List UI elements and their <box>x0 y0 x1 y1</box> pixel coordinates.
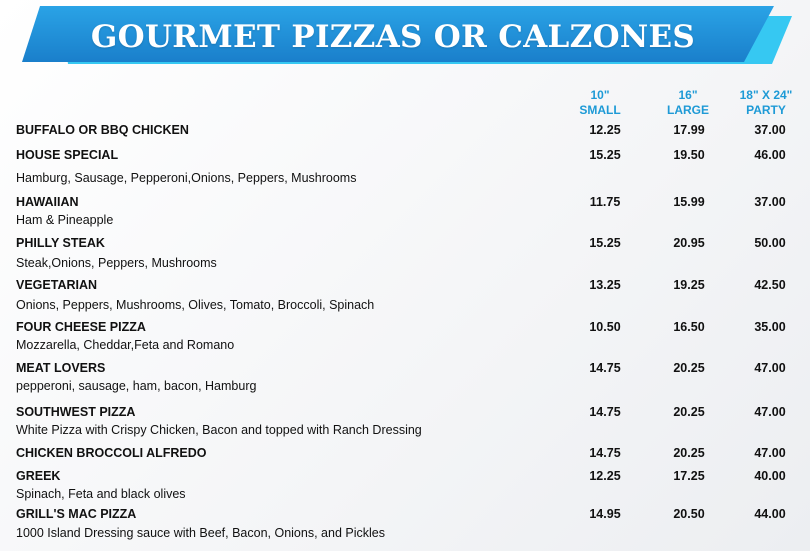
item-name: SOUTHWEST PIZZA <box>16 405 136 419</box>
item-name: VEGETARIAN <box>16 278 98 292</box>
price-small: 11.75 <box>589 195 621 209</box>
price-small: 13.25 <box>589 278 621 292</box>
item-description: White Pizza with Crispy Chicken, Bacon and topped with Ranch Dressing <box>16 423 422 437</box>
price-small: 10.50 <box>589 320 621 334</box>
price-party: 37.00 <box>754 195 786 209</box>
price-large: 19.25 <box>673 278 705 292</box>
column-headers <box>0 88 810 118</box>
price-small: 14.75 <box>589 405 621 419</box>
item-name: GREEK <box>16 469 61 483</box>
price-party: 47.00 <box>754 446 786 460</box>
column-header-small <box>560 88 640 117</box>
price-party: 47.00 <box>754 361 786 375</box>
item-description: Steak,Onions, Peppers, Mushrooms <box>16 256 217 270</box>
column-label: LARGE <box>667 102 709 117</box>
price-large: 20.25 <box>673 405 705 419</box>
item-description: Spinach, Feta and black olives <box>16 487 186 501</box>
price-small: 15.25 <box>589 236 621 250</box>
item-name: PHILLY STEAK <box>16 236 105 250</box>
price-large: 16.50 <box>673 320 705 334</box>
column-size: 16" <box>678 88 698 102</box>
column-header-large <box>648 88 728 117</box>
price-small: 14.75 <box>589 446 621 460</box>
price-party: 37.00 <box>754 123 786 137</box>
item-name: BUFFALO OR BBQ CHICKEN <box>16 123 189 137</box>
price-large: 15.99 <box>673 195 705 209</box>
column-header-party <box>726 88 806 117</box>
item-description: Onions, Peppers, Mushrooms, Olives, Tomato, Broccoli, Spinach <box>16 298 375 312</box>
item-description: Hamburg, Sausage, Pepperoni,Onions, Peppers, Mushrooms <box>16 171 357 185</box>
item-name: FOUR CHEESE PIZZA <box>16 320 146 334</box>
item-name: MEAT LOVERS <box>16 361 106 375</box>
price-large: 20.95 <box>673 236 705 250</box>
column-label: SMALL <box>579 102 621 117</box>
page-title: GOURMET PIZZAS OR CALZONES <box>90 19 696 55</box>
price-large: 19.50 <box>673 148 705 162</box>
item-description: Mozzarella, Cheddar,Feta and Romano <box>16 338 235 352</box>
item-name: HOUSE SPECIAL <box>16 148 119 162</box>
price-large: 20.25 <box>673 446 705 460</box>
price-large: 17.99 <box>673 123 705 137</box>
price-large: 20.50 <box>673 507 705 521</box>
price-small: 14.95 <box>589 507 621 521</box>
price-small: 14.75 <box>589 361 621 375</box>
price-party: 47.00 <box>754 405 786 419</box>
price-large: 20.25 <box>673 361 705 375</box>
price-party: 44.00 <box>754 507 786 521</box>
price-party: 40.00 <box>754 469 786 483</box>
column-size: 18" X 24" <box>739 88 793 102</box>
column-size: 10" <box>590 88 610 102</box>
item-description: Ham & Pineapple <box>16 213 114 227</box>
price-party: 46.00 <box>754 148 786 162</box>
item-description: 1000 Island Dressing sauce with Beef, Bacon, Onions, and Pickles <box>16 526 385 540</box>
item-description: pepperoni, sausage, ham, bacon, Hamburg <box>16 379 257 393</box>
item-name: CHICKEN BROCCOLI ALFREDO <box>16 446 207 460</box>
price-party: 42.50 <box>754 278 786 292</box>
price-large: 17.25 <box>673 469 705 483</box>
price-party: 50.00 <box>754 236 786 250</box>
price-small: 12.25 <box>589 123 621 137</box>
title-banner <box>22 6 792 68</box>
price-small: 15.25 <box>589 148 621 162</box>
item-name: HAWAIIAN <box>16 195 79 209</box>
price-small: 12.25 <box>589 469 621 483</box>
item-name: GRILL'S MAC PIZZA <box>16 507 137 521</box>
column-label: PARTY <box>746 102 786 117</box>
price-party: 35.00 <box>754 320 786 334</box>
